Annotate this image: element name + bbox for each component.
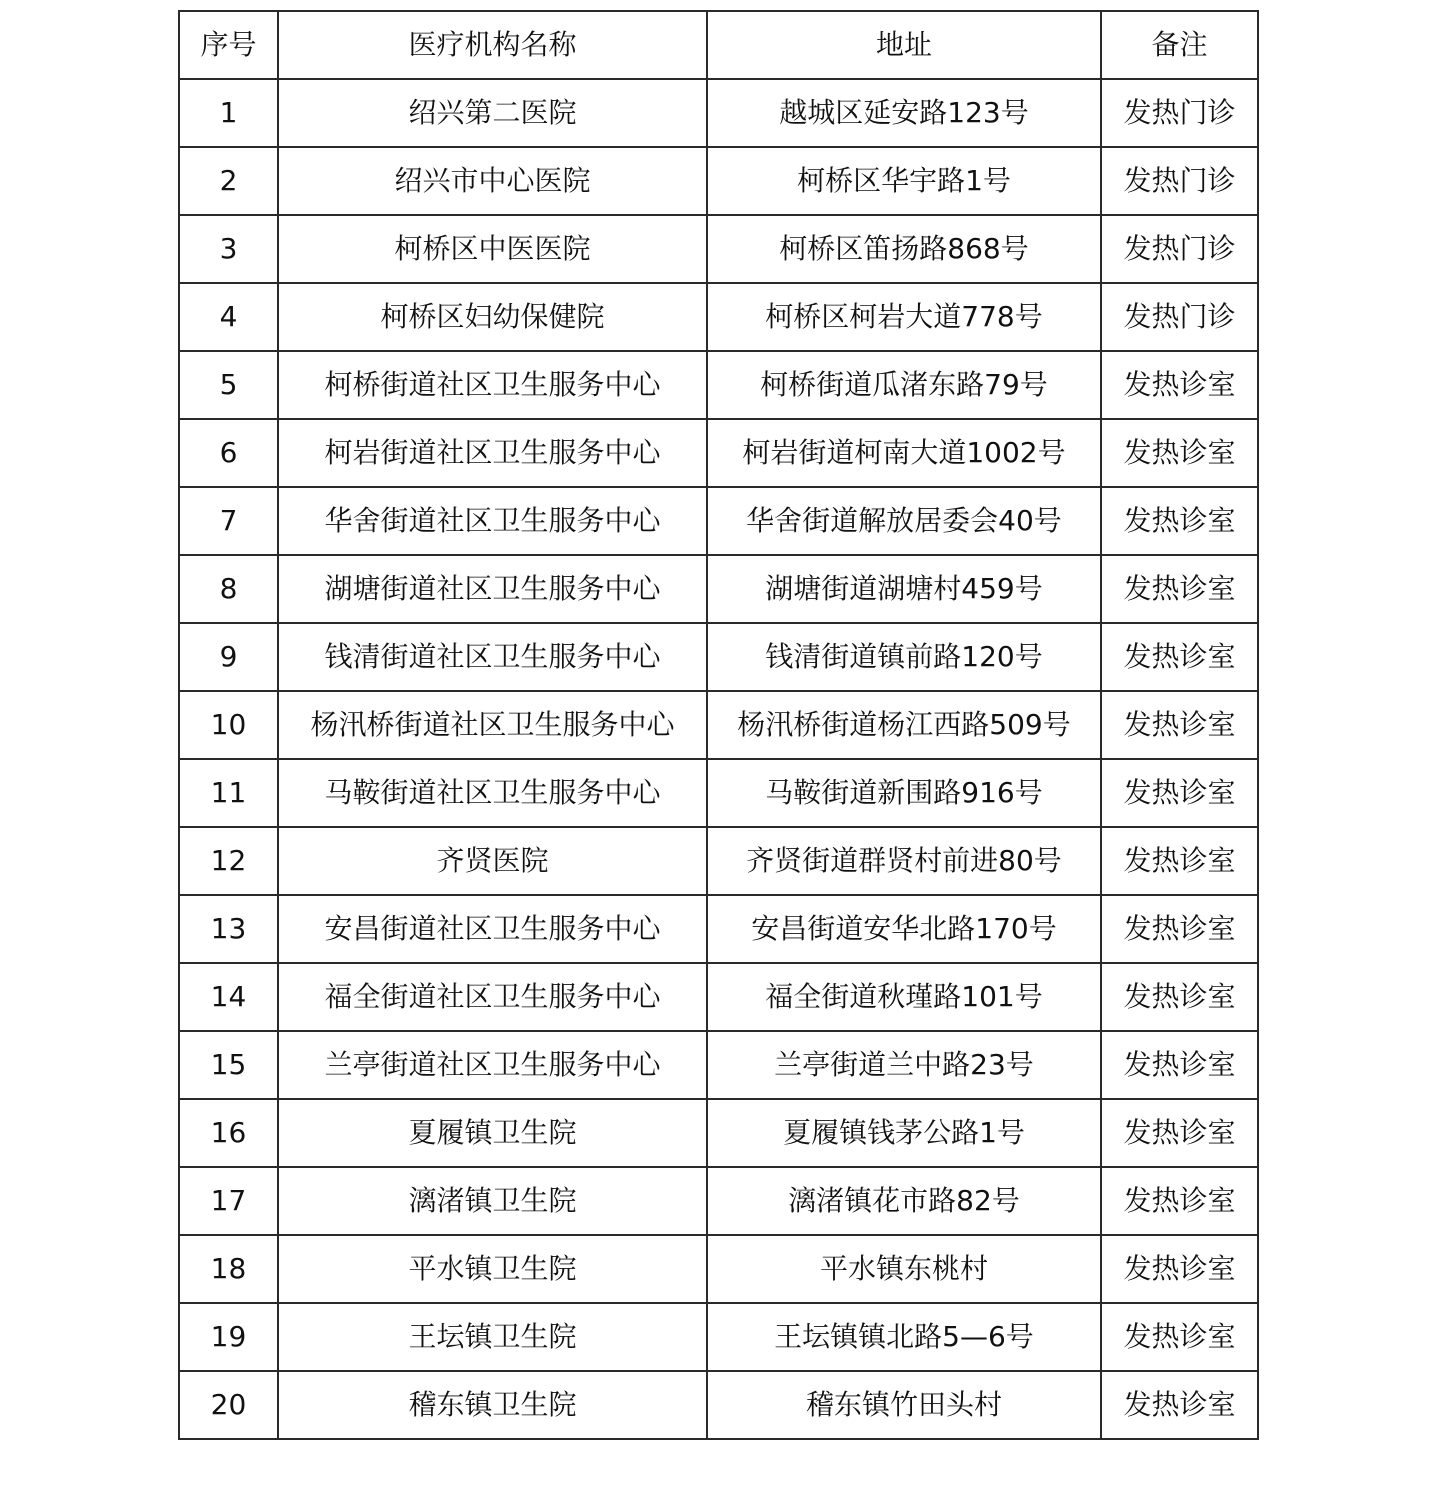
cell-name: 王坛镇卫生院 bbox=[278, 1303, 707, 1371]
cell-note: 发热诊室 bbox=[1101, 555, 1258, 623]
header-name: 医疗机构名称 bbox=[278, 11, 707, 79]
cell-name: 安昌街道社区卫生服务中心 bbox=[278, 895, 707, 963]
cell-index: 1 bbox=[179, 79, 278, 147]
cell-address: 湖塘街道湖塘村459号 bbox=[707, 555, 1101, 623]
cell-note: 发热门诊 bbox=[1101, 79, 1258, 147]
table-row bbox=[179, 691, 1258, 759]
cell-name: 绍兴市中心医院 bbox=[278, 147, 707, 215]
cell-address: 福全街道秋瑾路101号 bbox=[707, 963, 1101, 1031]
cell-name: 稽东镇卫生院 bbox=[278, 1371, 707, 1439]
cell-name: 福全街道社区卫生服务中心 bbox=[278, 963, 707, 1031]
cell-name: 柯桥街道社区卫生服务中心 bbox=[278, 351, 707, 419]
table-row bbox=[179, 147, 1258, 215]
medical-institutions-table bbox=[178, 10, 1259, 1440]
cell-index: 9 bbox=[179, 623, 278, 691]
table-row bbox=[179, 1099, 1258, 1167]
cell-note: 发热诊室 bbox=[1101, 691, 1258, 759]
table-row bbox=[179, 487, 1258, 555]
cell-name: 绍兴第二医院 bbox=[278, 79, 707, 147]
table-row bbox=[179, 759, 1258, 827]
cell-index: 19 bbox=[179, 1303, 278, 1371]
cell-note: 发热诊室 bbox=[1101, 759, 1258, 827]
cell-name: 漓渚镇卫生院 bbox=[278, 1167, 707, 1235]
cell-note: 发热诊室 bbox=[1101, 1235, 1258, 1303]
table-row bbox=[179, 351, 1258, 419]
cell-index: 17 bbox=[179, 1167, 278, 1235]
table-row bbox=[179, 1235, 1258, 1303]
table-row bbox=[179, 895, 1258, 963]
cell-note: 发热诊室 bbox=[1101, 963, 1258, 1031]
cell-index: 20 bbox=[179, 1371, 278, 1439]
cell-address: 柯桥区华宇路1号 bbox=[707, 147, 1101, 215]
cell-name: 柯桥区中医医院 bbox=[278, 215, 707, 283]
header-note: 备注 bbox=[1101, 11, 1258, 79]
cell-index: 6 bbox=[179, 419, 278, 487]
header-address: 地址 bbox=[707, 11, 1101, 79]
cell-index: 18 bbox=[179, 1235, 278, 1303]
cell-note: 发热诊室 bbox=[1101, 419, 1258, 487]
table-row bbox=[179, 419, 1258, 487]
cell-address: 安昌街道安华北路170号 bbox=[707, 895, 1101, 963]
cell-index: 2 bbox=[179, 147, 278, 215]
cell-note: 发热诊室 bbox=[1101, 623, 1258, 691]
cell-note: 发热门诊 bbox=[1101, 215, 1258, 283]
cell-index: 7 bbox=[179, 487, 278, 555]
cell-name: 平水镇卫生院 bbox=[278, 1235, 707, 1303]
cell-index: 10 bbox=[179, 691, 278, 759]
cell-address: 稽东镇竹田头村 bbox=[707, 1371, 1101, 1439]
table-row bbox=[179, 1167, 1258, 1235]
table-row bbox=[179, 79, 1258, 147]
cell-name: 夏履镇卫生院 bbox=[278, 1099, 707, 1167]
cell-index: 13 bbox=[179, 895, 278, 963]
table-row bbox=[179, 963, 1258, 1031]
cell-note: 发热诊室 bbox=[1101, 351, 1258, 419]
cell-address: 华舍街道解放居委会40号 bbox=[707, 487, 1101, 555]
cell-name: 齐贤医院 bbox=[278, 827, 707, 895]
cell-name: 柯岩街道社区卫生服务中心 bbox=[278, 419, 707, 487]
cell-note: 发热门诊 bbox=[1101, 147, 1258, 215]
cell-note: 发热诊室 bbox=[1101, 1371, 1258, 1439]
cell-note: 发热诊室 bbox=[1101, 827, 1258, 895]
cell-address: 平水镇东桃村 bbox=[707, 1235, 1101, 1303]
table-row bbox=[179, 1371, 1258, 1439]
cell-note: 发热诊室 bbox=[1101, 1167, 1258, 1235]
cell-index: 4 bbox=[179, 283, 278, 351]
cell-name: 湖塘街道社区卫生服务中心 bbox=[278, 555, 707, 623]
cell-index: 16 bbox=[179, 1099, 278, 1167]
cell-address: 柯桥街道瓜渚东路79号 bbox=[707, 351, 1101, 419]
cell-note: 发热诊室 bbox=[1101, 1099, 1258, 1167]
cell-address: 柯岩街道柯南大道1002号 bbox=[707, 419, 1101, 487]
table-row bbox=[179, 215, 1258, 283]
cell-name: 柯桥区妇幼保健院 bbox=[278, 283, 707, 351]
cell-name: 马鞍街道社区卫生服务中心 bbox=[278, 759, 707, 827]
cell-note: 发热诊室 bbox=[1101, 487, 1258, 555]
table-row bbox=[179, 283, 1258, 351]
cell-note: 发热诊室 bbox=[1101, 1303, 1258, 1371]
cell-index: 14 bbox=[179, 963, 278, 1031]
table-body bbox=[179, 79, 1258, 1439]
table-container bbox=[178, 10, 1259, 1440]
cell-index: 3 bbox=[179, 215, 278, 283]
cell-note: 发热诊室 bbox=[1101, 1031, 1258, 1099]
cell-note: 发热诊室 bbox=[1101, 895, 1258, 963]
cell-index: 15 bbox=[179, 1031, 278, 1099]
cell-index: 8 bbox=[179, 555, 278, 623]
table-row bbox=[179, 623, 1258, 691]
cell-address: 漓渚镇花市路82号 bbox=[707, 1167, 1101, 1235]
cell-name: 兰亭街道社区卫生服务中心 bbox=[278, 1031, 707, 1099]
cell-address: 王坛镇镇北路5—6号 bbox=[707, 1303, 1101, 1371]
cell-address: 马鞍街道新围路916号 bbox=[707, 759, 1101, 827]
cell-address: 钱清街道镇前路120号 bbox=[707, 623, 1101, 691]
cell-note: 发热门诊 bbox=[1101, 283, 1258, 351]
cell-address: 兰亭街道兰中路23号 bbox=[707, 1031, 1101, 1099]
table-row bbox=[179, 1303, 1258, 1371]
header-row bbox=[179, 11, 1258, 79]
table-row bbox=[179, 555, 1258, 623]
cell-address: 夏履镇钱茅公路1号 bbox=[707, 1099, 1101, 1167]
cell-address: 齐贤街道群贤村前进80号 bbox=[707, 827, 1101, 895]
cell-address: 杨汛桥街道杨江西路509号 bbox=[707, 691, 1101, 759]
cell-name: 华舍街道社区卫生服务中心 bbox=[278, 487, 707, 555]
cell-name: 钱清街道社区卫生服务中心 bbox=[278, 623, 707, 691]
header-index: 序号 bbox=[179, 11, 278, 79]
table-row bbox=[179, 827, 1258, 895]
cell-name: 杨汛桥街道社区卫生服务中心 bbox=[278, 691, 707, 759]
cell-index: 5 bbox=[179, 351, 278, 419]
cell-address: 越城区延安路123号 bbox=[707, 79, 1101, 147]
cell-index: 12 bbox=[179, 827, 278, 895]
cell-index: 11 bbox=[179, 759, 278, 827]
cell-address: 柯桥区柯岩大道778号 bbox=[707, 283, 1101, 351]
table-row bbox=[179, 1031, 1258, 1099]
cell-address: 柯桥区笛扬路868号 bbox=[707, 215, 1101, 283]
